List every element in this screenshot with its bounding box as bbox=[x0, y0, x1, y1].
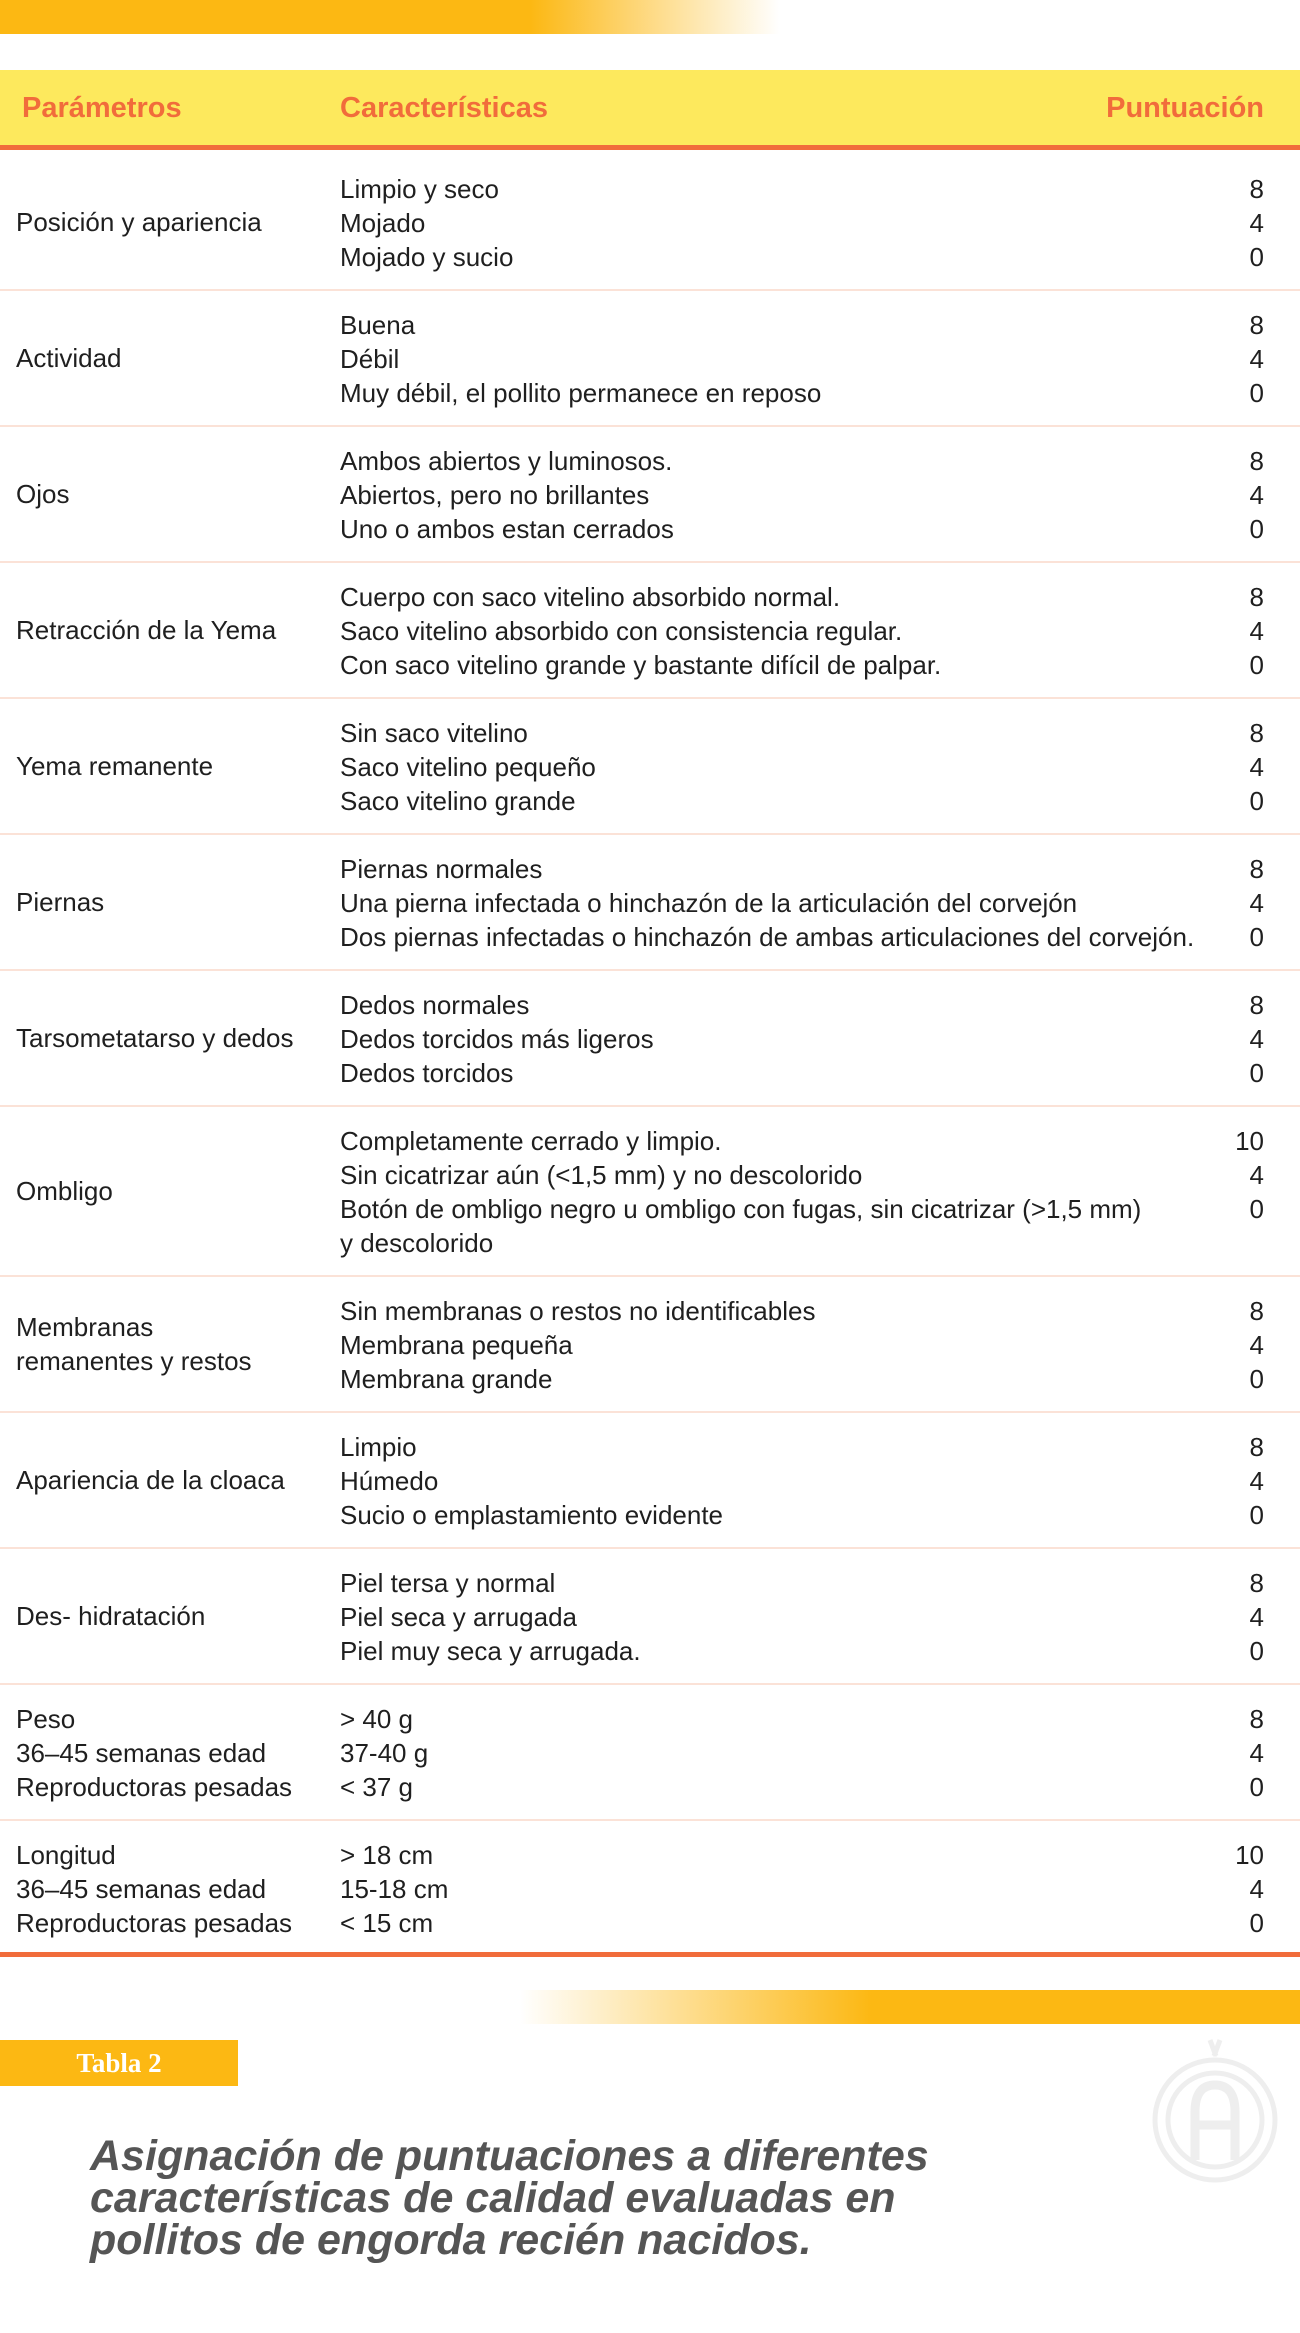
characteristic-text: Saco vitelino grande bbox=[340, 786, 576, 816]
score-value: 0 bbox=[1249, 1364, 1264, 1394]
parameter-cell bbox=[16, 291, 316, 425]
characteristic-item bbox=[340, 920, 1264, 954]
header-puntuacion: Puntuación bbox=[1106, 92, 1264, 124]
score-value: 10 bbox=[1235, 1126, 1264, 1156]
characteristic-text: Dedos normales bbox=[340, 990, 530, 1020]
parameter-label: Ojos bbox=[16, 479, 70, 509]
table-body bbox=[0, 155, 1300, 1957]
characteristic-text: Dedos torcidos más ligeros bbox=[340, 1024, 654, 1054]
top-accent-bar bbox=[0, 0, 780, 34]
characteristics-list bbox=[340, 1838, 1264, 1940]
characteristic-text: < 37 g bbox=[340, 1772, 414, 1802]
characteristic-item bbox=[340, 308, 1264, 342]
parameter-cell bbox=[16, 971, 316, 1105]
parameter-label: Longitud bbox=[16, 1840, 116, 1870]
score-value: 8 bbox=[1249, 310, 1264, 340]
characteristic-text: Piel tersa y normal bbox=[340, 1568, 556, 1598]
table-row bbox=[0, 1107, 1300, 1277]
score-value: 8 bbox=[1249, 446, 1264, 476]
score-value: 4 bbox=[1249, 1160, 1264, 1190]
score-value: 4 bbox=[1249, 1602, 1264, 1632]
table-row bbox=[0, 427, 1300, 563]
parameter-cell bbox=[16, 1549, 316, 1683]
characteristic-item bbox=[340, 1124, 1264, 1158]
characteristic-text: Húmedo bbox=[340, 1466, 439, 1496]
parameter-label: Apariencia de la cloaca bbox=[16, 1465, 285, 1495]
characteristic-text: Membrana grande bbox=[340, 1364, 553, 1394]
characteristic-item bbox=[340, 1294, 1264, 1328]
characteristic-item bbox=[340, 784, 1264, 818]
characteristic-text: Sin cicatrizar aún (<1,5 mm) y no descolorido bbox=[340, 1160, 863, 1190]
characteristic-item bbox=[340, 1736, 1264, 1770]
parameter-label: Des- hidratación bbox=[16, 1601, 206, 1631]
characteristic-text: Botón de ombligo negro u ombligo con fugas, sin cicatrizar (>1,5 mm) y descolorido bbox=[340, 1194, 1142, 1258]
characteristic-text: Ambos abiertos y luminosos. bbox=[340, 446, 673, 476]
score-value: 0 bbox=[1249, 786, 1264, 816]
characteristic-text: Saco vitelino pequeño bbox=[340, 752, 596, 782]
characteristic-text: Con saco vitelino grande y bastante difícil de palpar. bbox=[340, 650, 942, 680]
score-value: 0 bbox=[1249, 242, 1264, 272]
score-value: 0 bbox=[1249, 1058, 1264, 1088]
score-value: 4 bbox=[1249, 1466, 1264, 1496]
characteristic-item bbox=[340, 1600, 1264, 1634]
characteristic-item bbox=[340, 478, 1264, 512]
score-value: 8 bbox=[1249, 1704, 1264, 1734]
characteristic-text: Limpio y seco bbox=[340, 174, 499, 204]
parameter-label: Yema remanente bbox=[16, 751, 214, 781]
score-value: 8 bbox=[1249, 990, 1264, 1020]
characteristic-item bbox=[340, 716, 1264, 750]
score-value: 4 bbox=[1249, 344, 1264, 374]
characteristics-list bbox=[340, 852, 1264, 954]
characteristic-text: Saco vitelino absorbido con consistencia regular. bbox=[340, 616, 903, 646]
characteristic-item bbox=[340, 1430, 1264, 1464]
parameter-label: 36–45 semanas edad bbox=[16, 1874, 267, 1904]
characteristic-item bbox=[340, 444, 1264, 478]
characteristic-text: 15-18 cm bbox=[340, 1874, 449, 1904]
table-number-label: Tabla 2 bbox=[0, 2040, 238, 2086]
parameter-label: Reproductoras pesadas bbox=[16, 1908, 293, 1938]
table-row bbox=[0, 971, 1300, 1107]
characteristic-item bbox=[340, 1702, 1264, 1736]
score-value: 4 bbox=[1249, 1330, 1264, 1360]
characteristic-item bbox=[340, 1362, 1264, 1396]
characteristic-text: < 15 cm bbox=[340, 1908, 434, 1938]
score-value: 0 bbox=[1249, 1500, 1264, 1530]
characteristic-text: 37-40 g bbox=[340, 1738, 429, 1768]
characteristic-item bbox=[340, 342, 1264, 376]
parameter-cell bbox=[16, 1107, 316, 1275]
characteristic-text: Piel muy seca y arrugada. bbox=[340, 1636, 641, 1666]
characteristic-text: Mojado bbox=[340, 208, 426, 238]
characteristic-item bbox=[340, 580, 1264, 614]
score-value: 4 bbox=[1249, 1874, 1264, 1904]
score-value: 4 bbox=[1249, 616, 1264, 646]
characteristic-item bbox=[340, 614, 1264, 648]
characteristic-item bbox=[340, 1192, 1264, 1260]
table-row bbox=[0, 291, 1300, 427]
characteristic-item bbox=[340, 1158, 1264, 1192]
characteristic-item bbox=[340, 206, 1264, 240]
characteristic-text: Buena bbox=[340, 310, 416, 340]
characteristic-item bbox=[340, 988, 1264, 1022]
table-row bbox=[0, 835, 1300, 971]
characteristics-list bbox=[340, 1566, 1264, 1668]
parameter-label: 36–45 semanas edad bbox=[16, 1738, 267, 1768]
parameter-label: Posición y apariencia bbox=[16, 207, 262, 237]
score-value: 0 bbox=[1249, 514, 1264, 544]
characteristics-list bbox=[340, 172, 1264, 274]
score-value: 0 bbox=[1249, 1194, 1264, 1224]
parameter-cell bbox=[16, 1821, 316, 1952]
characteristics-list bbox=[340, 308, 1264, 410]
score-value: 10 bbox=[1235, 1840, 1264, 1870]
characteristic-text: > 40 g bbox=[340, 1704, 414, 1734]
characteristic-text: Muy débil, el pollito permanece en reposo bbox=[340, 378, 822, 408]
characteristic-text: Sucio o emplastamiento evidente bbox=[340, 1500, 724, 1530]
parameter-label: Actividad bbox=[16, 343, 122, 373]
characteristic-item bbox=[340, 1056, 1264, 1090]
characteristic-text: Abiertos, pero no brillantes bbox=[340, 480, 650, 510]
table-row bbox=[0, 1549, 1300, 1685]
header-caracteristicas: Características bbox=[340, 92, 548, 124]
score-value: 0 bbox=[1249, 650, 1264, 680]
characteristics-list bbox=[340, 1702, 1264, 1804]
parameter-cell bbox=[16, 427, 316, 561]
parameter-label: Reproductoras pesadas bbox=[16, 1772, 293, 1802]
score-value: 8 bbox=[1249, 1432, 1264, 1462]
characteristics-list bbox=[340, 1294, 1264, 1396]
parameter-label: Ombligo bbox=[16, 1176, 113, 1206]
characteristic-item bbox=[340, 648, 1264, 682]
characteristic-item bbox=[340, 240, 1264, 274]
characteristic-item bbox=[340, 1566, 1264, 1600]
score-value: 0 bbox=[1249, 922, 1264, 952]
parameter-cell bbox=[16, 1413, 316, 1547]
score-value: 0 bbox=[1249, 1908, 1264, 1938]
characteristic-item bbox=[340, 1838, 1264, 1872]
characteristic-item bbox=[340, 886, 1264, 920]
characteristic-item bbox=[340, 1872, 1264, 1906]
characteristic-item bbox=[340, 1464, 1264, 1498]
characteristics-list bbox=[340, 444, 1264, 546]
score-value: 4 bbox=[1249, 480, 1264, 510]
score-value: 8 bbox=[1249, 854, 1264, 884]
characteristic-text: Piel seca y arrugada bbox=[340, 1602, 578, 1632]
table-row bbox=[0, 1685, 1300, 1821]
parameter-label: Tarsometatarso y dedos bbox=[16, 1023, 294, 1053]
characteristic-item bbox=[340, 1328, 1264, 1362]
characteristic-item bbox=[340, 1770, 1264, 1804]
characteristic-item bbox=[340, 172, 1264, 206]
parameter-label: Retracción de la Yema bbox=[16, 615, 277, 645]
characteristic-text: Uno o ambos estan cerrados bbox=[340, 514, 674, 544]
characteristic-text: Piernas normales bbox=[340, 854, 543, 884]
characteristic-text: > 18 cm bbox=[340, 1840, 434, 1870]
characteristic-text: Débil bbox=[340, 344, 400, 374]
score-value: 0 bbox=[1249, 1772, 1264, 1802]
header-parametros: Parámetros bbox=[22, 92, 182, 124]
characteristic-item bbox=[340, 1634, 1264, 1668]
characteristic-text: Dos piernas infectadas o hinchazón de ambas articulaciones del corvejón. bbox=[340, 922, 1195, 952]
characteristics-list bbox=[340, 988, 1264, 1090]
parameter-cell bbox=[16, 1277, 316, 1411]
characteristic-text: Completamente cerrado y limpio. bbox=[340, 1126, 722, 1156]
characteristics-list bbox=[340, 1430, 1264, 1532]
table-row bbox=[0, 699, 1300, 835]
characteristic-item bbox=[340, 512, 1264, 546]
table-header bbox=[0, 70, 1300, 150]
table-row bbox=[0, 155, 1300, 291]
parameter-label: remanentes y restos bbox=[16, 1346, 252, 1376]
score-value: 4 bbox=[1249, 1024, 1264, 1054]
score-value: 8 bbox=[1249, 174, 1264, 204]
table-row bbox=[0, 1277, 1300, 1413]
characteristic-item bbox=[340, 1906, 1264, 1940]
score-value: 8 bbox=[1249, 1568, 1264, 1598]
table-caption: Asignación de puntuaciones a diferentes características de calidad evaluadas en pollitos de engorda recién nacidos. bbox=[90, 2132, 929, 2264]
characteristic-text: Una pierna infectada o hinchazón de la articulación del corvejón bbox=[340, 888, 1078, 918]
logo-watermark bbox=[1150, 2030, 1280, 2190]
parameter-cell bbox=[16, 563, 316, 697]
bottom-accent-bar bbox=[520, 1990, 1300, 2024]
parameter-label: Peso bbox=[16, 1704, 76, 1734]
characteristic-item bbox=[340, 750, 1264, 784]
characteristic-item bbox=[340, 1498, 1264, 1532]
characteristic-item bbox=[340, 1022, 1264, 1056]
characteristic-text: Limpio bbox=[340, 1432, 417, 1462]
characteristics-list bbox=[340, 580, 1264, 682]
parameter-label: Membranas bbox=[16, 1312, 154, 1342]
score-value: 0 bbox=[1249, 378, 1264, 408]
table-row bbox=[0, 563, 1300, 699]
parameter-cell bbox=[16, 835, 316, 969]
parameter-cell bbox=[16, 1685, 316, 1819]
score-value: 4 bbox=[1249, 208, 1264, 238]
characteristic-text: Cuerpo con saco vitelino absorbido normal. bbox=[340, 582, 841, 612]
parameter-cell bbox=[16, 699, 316, 833]
parameter-cell bbox=[16, 155, 316, 289]
characteristic-text: Dedos torcidos bbox=[340, 1058, 514, 1088]
table-row bbox=[0, 1413, 1300, 1549]
score-value: 8 bbox=[1249, 1296, 1264, 1326]
characteristic-text: Sin membranas o restos no identificables bbox=[340, 1296, 816, 1326]
characteristics-list bbox=[340, 1124, 1264, 1260]
table-row bbox=[0, 1821, 1300, 1957]
score-value: 4 bbox=[1249, 888, 1264, 918]
score-value: 8 bbox=[1249, 718, 1264, 748]
characteristic-text: Sin saco vitelino bbox=[340, 718, 528, 748]
score-value: 4 bbox=[1249, 752, 1264, 782]
characteristic-item bbox=[340, 852, 1264, 886]
characteristic-text: Mojado y sucio bbox=[340, 242, 514, 272]
parameter-label: Piernas bbox=[16, 887, 105, 917]
score-value: 0 bbox=[1249, 1636, 1264, 1666]
characteristic-text: Membrana pequeña bbox=[340, 1330, 573, 1360]
score-value: 4 bbox=[1249, 1738, 1264, 1768]
characteristics-list bbox=[340, 716, 1264, 818]
score-value: 8 bbox=[1249, 582, 1264, 612]
characteristic-item bbox=[340, 376, 1264, 410]
